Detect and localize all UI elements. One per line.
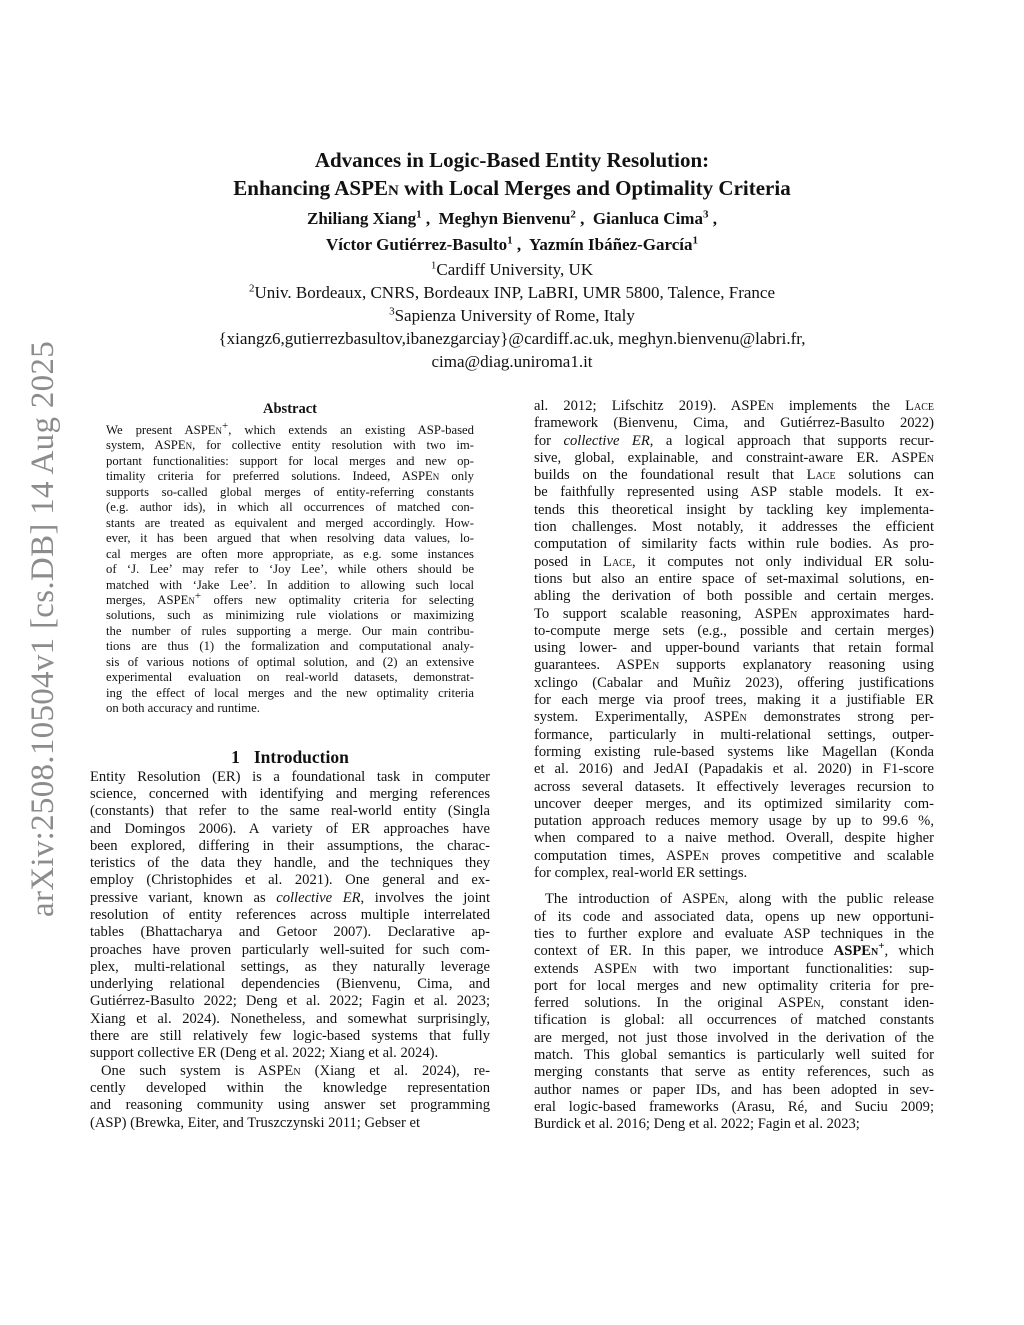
text-line: across several datasets. It effectively leverages recursion to (534, 778, 934, 795)
right-column (534, 398, 934, 1133)
text-line: ties to further explore and evaluate ASP techniques in the (534, 925, 934, 942)
text-line: We present ASPEn+, which extends an existing ASP-based (106, 423, 474, 437)
text-line: putation approach reduces memory usage by up to 99.6 %, (534, 813, 934, 830)
author-name: Víctor Gutiérrez-Basulto (325, 235, 508, 254)
text-line: Burdick et al. 2016; Deng et al. 2022; Fagin et al. 2023; (534, 1116, 860, 1133)
arxiv-identifier-stamp: arXiv:2508.10504v1 [cs.DB] 14 Aug 2025 (25, 340, 61, 917)
text-line: tends this theoretical insight by tackling key implementa- (534, 501, 934, 518)
paper-title-line-2: Enhancing ASPEn with Local Merges and Optimality Criteria (233, 176, 791, 200)
affiliation: $^2$Univ. Bordeaux, CNRS, Bordeaux INP, LaBRI, UMR 5800, Talence, France (248, 282, 776, 302)
text-line: framework (Bienvenu, Cima, and Gutiérrez-Basulto 2022) (534, 415, 934, 432)
text-line: (e.g. author ids), in which all occurrences of matched con- (106, 500, 474, 515)
text-line: are merged, not just those involved in the derivation of the (534, 1029, 934, 1046)
text-line: (ASP) (Brewka, Eiter, and Truszczynski 2011; Gebser et (90, 1114, 421, 1131)
authors-line-1: Zhiliang Xiang$^1$ , Meghyn Bienvenu$^2$ , Gianluca Cima$^3$ , (307, 208, 717, 228)
text-line: Entity Resolution (ER) is a foundational task in computer (90, 768, 490, 785)
text-line: forming existing rule-based systems like Magellan (Konda (534, 743, 934, 760)
text-line: proaches have proven particularly well-suited for such com- (90, 941, 490, 958)
intro-paragraph-2 (90, 1063, 490, 1132)
text-line: al. 2012; Lifschitz 2019). ASPEn implements the Lace (534, 398, 934, 414)
text-line: merging constants that serve as entity references, such as (534, 1064, 934, 1081)
text-line: (constants) that refer to the same real-world entity (Singla (90, 803, 490, 820)
text-line: author names or paper IDs, and has been adopted in sev- (534, 1081, 934, 1098)
author-name: Gianluca Cima (592, 209, 703, 228)
text-line: of ‘J. Lee’ may refer to ‘Joy Lee’, while others should be (106, 562, 474, 577)
text-line: supports so-called global merges of entity-referring constants (106, 484, 474, 499)
text-line: employ (Christophides et al. 2021). One general and ex- (90, 872, 490, 889)
text-line: port for local merges and new optimality criteria for pre- (534, 977, 934, 994)
text-line: builds on the foundational result that Lace solutions can (534, 467, 934, 484)
text-line: system. Experimentally, ASPEn demonstrates strong per- (534, 709, 934, 726)
text-line: on both accuracy and runtime. (106, 701, 260, 716)
text-line: matched with ‘Jake Lee’. In addition to allowing such local (106, 577, 474, 592)
text-line: sive, global, explainable, and constraint-aware ER. ASPEn (534, 449, 934, 466)
affiliation: $^1$Cardiff University, UK (430, 259, 594, 279)
text-line: experimental evaluation on real-world datasets, demonstrat- (106, 670, 474, 685)
section-heading-introduction: 1 Introduction (231, 746, 349, 767)
right-paragraph-1 (534, 398, 934, 882)
text-line: context of ER. In this paper, we introduce ASPEn+, which (534, 943, 934, 960)
text-line: posed in Lace, it computes not only individual ER solu- (534, 553, 934, 570)
text-line: when compared to a naive method. Overall, despite higher (534, 830, 934, 847)
abstract-heading: Abstract (263, 401, 317, 417)
affiliation: $^3$Sapienza University of Rome, Italy (389, 305, 635, 325)
text-line: ferred solutions. In the original ASPEn, constant iden- (534, 995, 934, 1012)
text-line: for collective ER, a logical approach that supports recur- (534, 432, 934, 449)
intro-paragraph-1 (90, 769, 490, 1063)
text-line: tables (Bhattacharya and Getoor 2007). Declarative ap- (90, 924, 490, 941)
text-line: sis of various notions of optimal solution, and (2) an extensive (106, 654, 474, 669)
text-line: extends ASPEn with two important functionalities: sup- (534, 960, 934, 977)
text-line: xclingo (Cabalar and Muñiz 2023), offering justifications (534, 674, 934, 691)
text-line: resolution of entity references across multiple interrelated (90, 906, 490, 923)
text-line: been explored, differing in their assumptions, the charac- (90, 837, 490, 854)
text-line: computation of similarity facts within rule bodies. As pro- (534, 536, 934, 553)
author-name: Zhiliang Xiang (307, 209, 417, 228)
text-line: To support scalable reasoning, ASPEn approximates hard- (534, 605, 934, 622)
text-line: stants are treated as equivalent and merged accordingly. How- (106, 515, 474, 530)
left-column (90, 398, 490, 1132)
text-line: of its code and associated data, opens up new opportuni- (534, 908, 934, 925)
text-line: for complex, real-world ER settings. (534, 865, 748, 882)
text-line: guarantees. ASPEn supports explanatory reasoning using (534, 657, 934, 674)
paper-title-line-1: Advances in Logic-Based Entity Resolution: (314, 148, 710, 172)
text-line: portant functionalities: support for local merges and new op- (106, 453, 474, 468)
author-emails: {xiangz6,gutierrezbasultov,ibanezgarciay}@cardiff.ac.uk, meghyn.bienvenu@labri.fr, (218, 329, 806, 348)
text-line: tion challenges. Most notably, it addresses the efficient (534, 519, 934, 536)
text-line: underlying relational dependencies (Bienvenu, Cima, and (90, 976, 490, 993)
authors-line-2: Víctor Gutiérrez-Basulto$^1$ , Yazmín Ibáñez-García$^1$ (325, 234, 699, 254)
text-line: ever, it has been argued that when resolving data values, lo- (106, 531, 474, 546)
title-block (130, 146, 894, 373)
text-line: system, ASPEn, for collective entity resolution with two im- (106, 438, 474, 453)
text-line: Gutiérrez-Basulto 2022; Deng et al. 2022; Fagin et al. 2023; (90, 993, 490, 1010)
text-line: plex, multi-relational settings, as they naturally leverage (90, 958, 490, 975)
text-line: support collective ER (Deng et al. 2022; Xiang et al. 2024). (90, 1045, 439, 1062)
author-name: Yazmín Ibáñez-García (528, 235, 693, 254)
text-line: uncover deeper merges, and its optimized similarity com- (534, 795, 934, 812)
right-paragraph-2 (534, 891, 934, 1133)
author-emails: cima@diag.uniroma1.it (431, 352, 593, 371)
abstract (90, 398, 490, 717)
text-line: cal merges are often more appropriate, as e.g. some instances (106, 546, 474, 561)
text-line: teristics of the data they handle, and the techniques they (90, 855, 490, 872)
text-line: there are still relatively few logic-based systems that fully (90, 1028, 490, 1045)
text-line: tions but also an entire space of set-maximal solutions, en- (534, 570, 934, 587)
text-line: to-compute merge sets (e.g., possible and certain merges) (534, 622, 934, 639)
text-line: tions are thus (1) the formalization and computational analy- (106, 639, 474, 654)
author-name: Meghyn Bienvenu (438, 209, 571, 228)
text-line: merges, ASPEn+ offers new optimality criteria for selecting (106, 592, 474, 607)
text-line: and Domingos 2006). A variety of ER approaches have (90, 820, 490, 837)
text-line: science, concerned with identifying and merging references (90, 785, 490, 802)
abstract-body (106, 423, 474, 717)
text-line: and reasoning community using answer set programming (90, 1097, 490, 1114)
text-line: One such system is ASPEn (Xiang et al. 2024), re- (101, 1062, 490, 1079)
text-line: using lower- and upper-bound variants that retain formal (534, 640, 934, 657)
text-line: cently developed within the knowledge representation (90, 1079, 490, 1096)
text-line: Xiang et al. 2024). Nonetheless, and somewhat surprisingly, (90, 1010, 490, 1027)
text-line: computation times, ASPEn proves competitive and scalable (534, 847, 934, 864)
text-line: et al. 2016) and JedAI (Papadakis et al. 2020) in F1-score (534, 761, 934, 778)
text-line: match. This global semantics is particularly well suited for (534, 1046, 934, 1063)
text-line: the number of rules supporting a merge. Our main contribu- (106, 623, 474, 638)
text-line: pressive variant, known as collective ER, involves the joint (90, 889, 490, 906)
text-line: for each merge via proof trees, making it a justifiable ER (534, 692, 934, 709)
text-line: tification is global: all occurrences of matched constants (534, 1012, 934, 1029)
text-line: The introduction of ASPEn, along with the public release (545, 891, 934, 908)
text-line: abling the derivation of both possible and certain merges. (534, 588, 934, 605)
text-line: eral logic-based frameworks (Arasu, Ré, and Suciu 2009; (534, 1098, 934, 1115)
text-line: formance, particularly in multi-relational settings, outper- (534, 726, 934, 743)
text-line: be faithfully represented using ASP stable models. It ex- (534, 484, 934, 501)
text-line: ing the effect of local merges and the new optimality criteria (106, 685, 474, 700)
text-line: timality criteria for preferred solutions. Indeed, ASPEn only (106, 469, 474, 484)
text-line: solutions, such as minimizing rule violations or maximizing (106, 608, 474, 623)
